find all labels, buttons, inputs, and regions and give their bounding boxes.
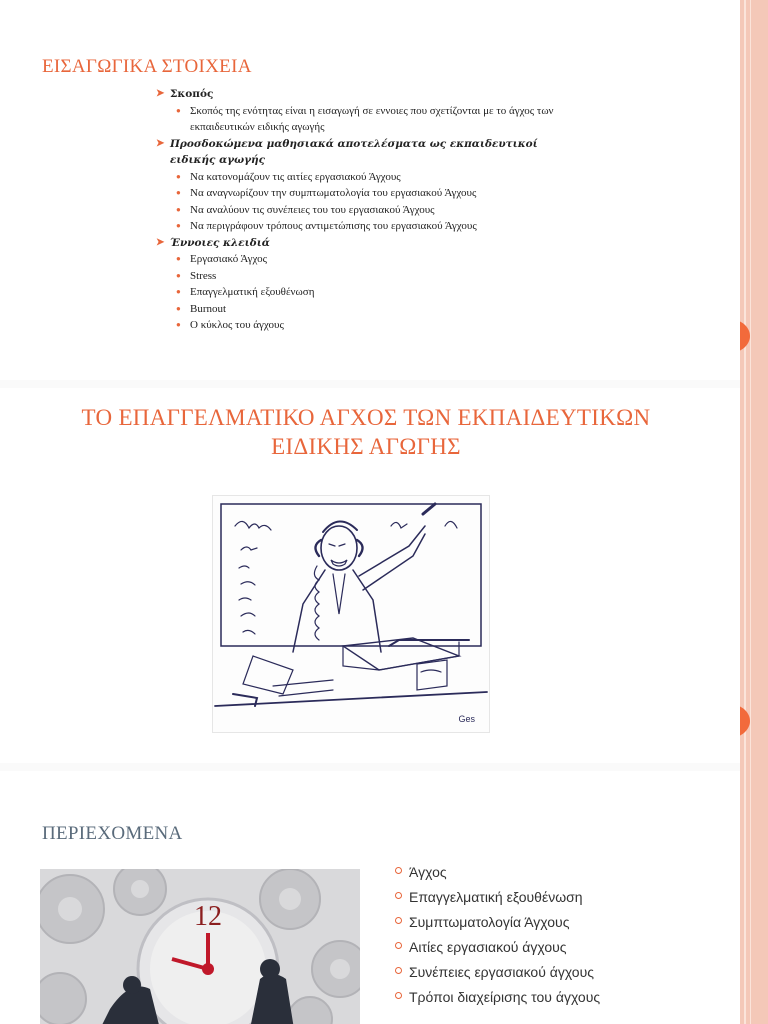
- arrow-bullet-icon: ➤: [156, 137, 165, 149]
- dot-bullet-icon: ●: [176, 105, 181, 115]
- slide-title: ΕΙΣΑΓΩΓΙΚΑ ΣΤΟΙΧΕΙΑ: [42, 56, 252, 77]
- gears-clock-illustration: [40, 869, 360, 1024]
- list-item: Άγχος: [395, 860, 600, 885]
- slide-title: [40, 403, 692, 461]
- list-item: ● Να περιγράφουν τρόπους αντιμετώπισης του εργασιακού Άγχους: [156, 218, 576, 235]
- list-item: ● Stress: [156, 268, 576, 285]
- section-heading: ➤ Σκοπός: [156, 86, 576, 103]
- artist-signature: Ges: [458, 714, 475, 724]
- contents-list: [395, 860, 600, 1010]
- dot-bullet-icon: ●: [176, 204, 181, 214]
- dot-bullet-icon: ●: [176, 270, 181, 280]
- list-item: ● Να αναλύουν τις συνέπειες του του εργασιακού Άγχους: [156, 202, 576, 219]
- circle-bullet-icon: [395, 942, 402, 949]
- stressed-teacher-illustration: [212, 495, 490, 733]
- slide-separator: [0, 763, 740, 771]
- list-item: Επαγγελματική εξουθένωση: [395, 885, 600, 910]
- list-item: ● Εργασιακό Άγχος: [156, 251, 576, 268]
- section-heading: ➤ Προσδοκώμενα μαθησιακά αποτελέσματα ως εκπαιδευτικοί ειδικής αγωγής: [156, 137, 538, 166]
- slide-intro: [0, 0, 740, 380]
- slide-title-page: [0, 388, 740, 763]
- slide-title: ΠΕΡΙΕΧΟΜΕΝΑ: [42, 823, 183, 844]
- list-item: ● Ο κύκλος του άγχους: [156, 317, 576, 334]
- dot-bullet-icon: ●: [176, 171, 181, 181]
- list-item: Συμπτωματολογία Άγχους: [395, 910, 600, 935]
- circle-bullet-icon: [395, 967, 402, 974]
- list-item: ● Burnout: [156, 301, 576, 318]
- clock-number: 12: [194, 901, 222, 932]
- dot-bullet-icon: ●: [176, 188, 181, 197]
- list-item: Συνέπειες εργασιακού άγχους: [395, 960, 600, 985]
- dot-bullet-icon: ●: [176, 221, 181, 230]
- slide-separator: [0, 380, 740, 388]
- slide-contents: [0, 771, 740, 1024]
- arrow-bullet-icon: ➤: [156, 88, 165, 99]
- list-item: ● Σκοπός της ενότητας είναι η εισαγωγή σε εννοιες που σχετίζονται με το άγχος των εκπαιδευτικών ειδικής αγωγής: [176, 104, 554, 133]
- section-heading: ➤ Έννοιες κλειδιά: [156, 235, 576, 252]
- dot-bullet-icon: ●: [176, 320, 181, 329]
- title-line: ΕΙΔΙΚΗΣ ΑΓΩΓΗΣ: [271, 434, 461, 459]
- dot-bullet-icon: ●: [176, 254, 181, 263]
- list-item: ● Επαγγελματική εξουθένωση: [156, 284, 576, 301]
- arrow-bullet-icon: ➤: [156, 236, 165, 248]
- circle-bullet-icon: [395, 867, 402, 874]
- title-line: ΤΟ ΕΠΑΓΓΕΛΜΑΤΙΚΟ ΑΓΧΟΣ ΤΩΝ ΕΚΠΑΙΔΕΥΤΙΚΩΝ: [81, 405, 651, 430]
- right-decorative-bar: [740, 0, 768, 1024]
- circle-bullet-icon: [395, 892, 402, 899]
- circle-bullet-icon: [395, 917, 402, 924]
- list-item: ● Να κατονομάζουν τις αιτίες εργασιακού Άγχους: [156, 169, 576, 186]
- list-item: ● Να αναγνωρίζουν την συμπτωματολογία του εργασιακού Άγχους: [156, 185, 576, 202]
- list-item: Τρόποι διαχείρισης του άγχους: [395, 985, 600, 1010]
- circle-bullet-icon: [395, 992, 402, 999]
- bar-stripe: [744, 0, 746, 1024]
- list-item: Αιτίες εργασιακού άγχους: [395, 935, 600, 960]
- outline-list: [156, 86, 576, 334]
- dot-bullet-icon: ●: [176, 303, 181, 313]
- dot-bullet-icon: ●: [176, 287, 181, 296]
- bar-stripe: [750, 0, 751, 1024]
